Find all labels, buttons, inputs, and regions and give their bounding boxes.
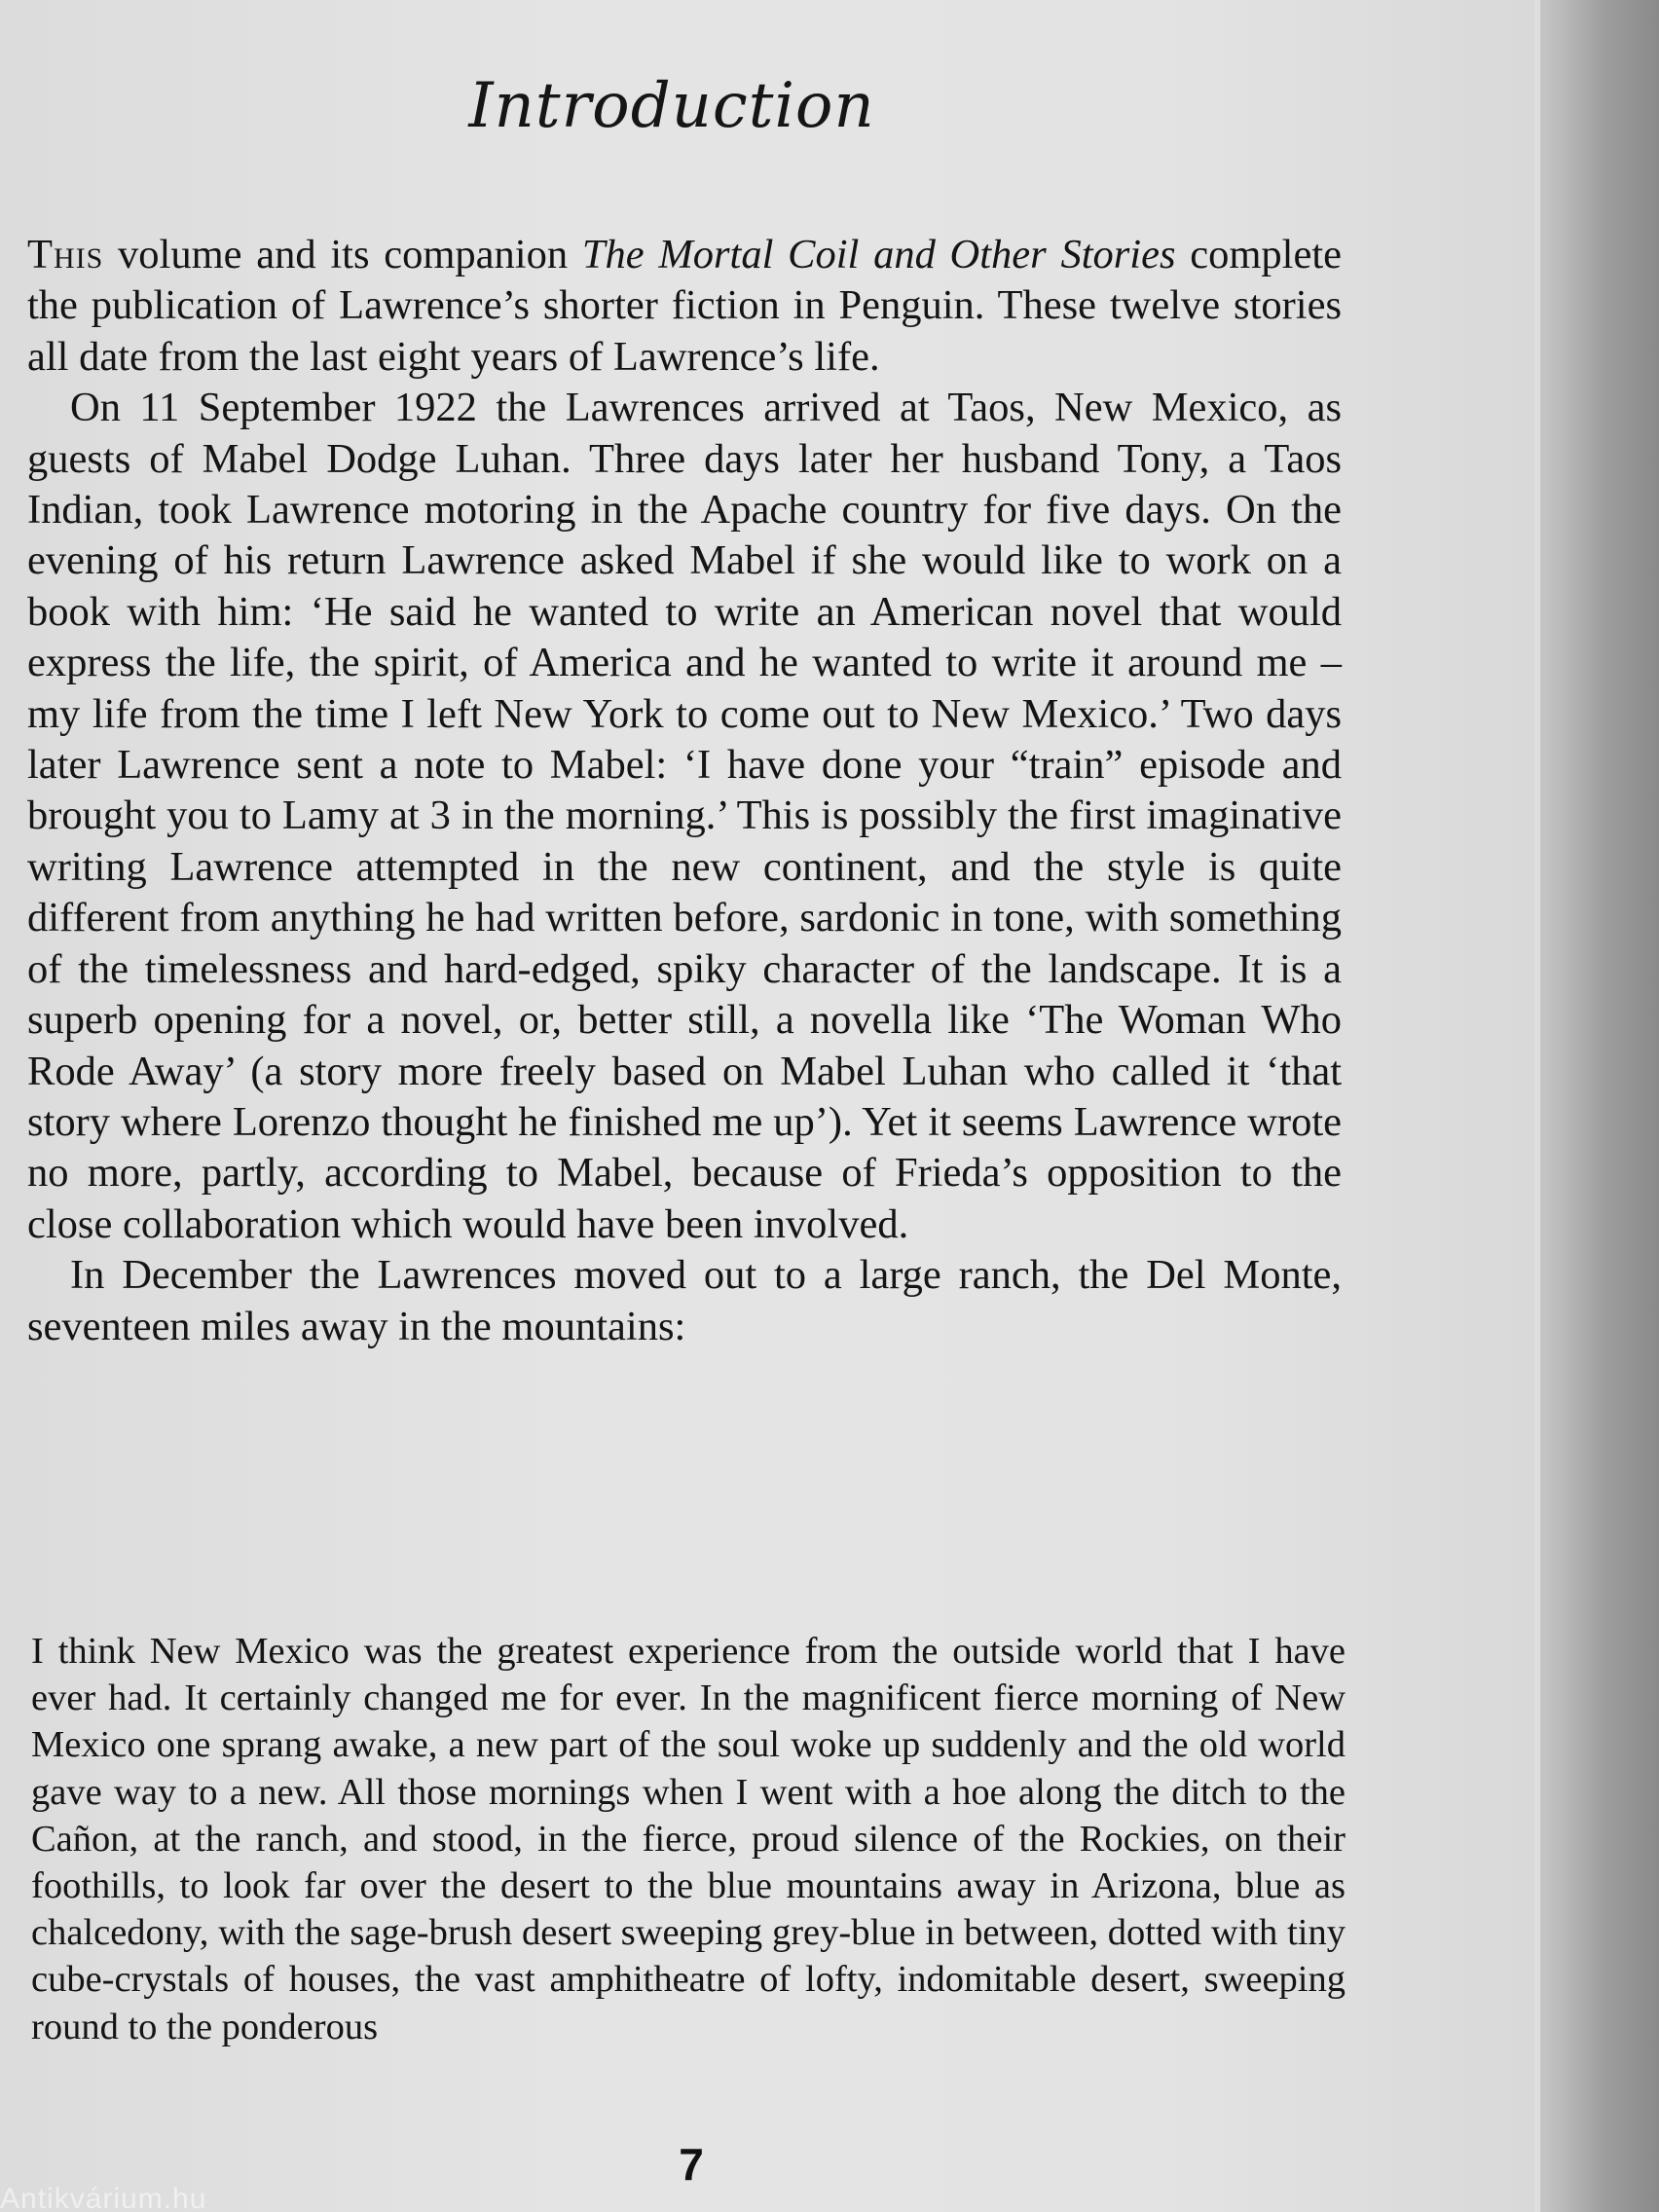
paragraph-1-text-b: complete the publication of Lawrence’s shorter fiction in Penguin. These twelve stories all date from the last eight years of Lawrence’s life. bbox=[27, 232, 1343, 380]
paper-edge bbox=[1534, 0, 1540, 2212]
page-number: 7 bbox=[679, 2139, 704, 2190]
book-title-italic: The Mortal Coil and Other Stories bbox=[581, 232, 1176, 277]
chapter-title: Introduction bbox=[468, 70, 875, 142]
paragraph-1-text-a: volume and its companion bbox=[103, 232, 582, 277]
block-quote bbox=[31, 1628, 1346, 2050]
opening-smallcaps: This bbox=[27, 232, 104, 277]
body-text bbox=[27, 230, 1342, 1352]
paragraph-3: In December the Lawrences moved out to a large ranch, the Del Monte, seventeen miles away in the mountains: bbox=[27, 1252, 1342, 1349]
paragraph-2: On 11 September 1922 the Lawrences arrived at Taos, New Mexico, as guests of Mabel Dodge Luhan. Three days later her husband Tony, a Taos Indian, took Lawrence motoring in the Apache country for five days. On the evening of his return Lawrence asked Mabel if she would like to work on a book with him: ‘He said he wanted to write an American novel that would express the life, the spirit, of America and he wanted to write it around me – my life from the time I left New York to come out to New Mexico.’ Two days later Lawrence sent a note to Mabel: ‘I have done your “train” episode and brought you to Lamy at 3 in the morning.’ This is possibly the first imaginative writing Lawrence attempted in the new continent, and the style is quite different from anything he had written before, sardonic in tone, with something of the timelessness and hard-edged, spiky character of the landscape. It is a superb opening for a novel, or, better still, a novella like ‘The Woman Who Rode Away’ (a story more freely based on Mabel Luhan who called it ‘that story where Lorenzo thought he finished me up’). Yet it seems Lawrence wrote no more, partly, according to Mabel, because of Frieda’s opposition to the close collaboration which would have been involved. bbox=[27, 385, 1342, 1247]
page-gutter-shadow bbox=[1534, 0, 1659, 2212]
block-quote-text: I think New Mexico was the greatest experience from the outside world that I have ever had. It certainly changed me for ever. In the magnificent fierce morning of New Mexico one sprang awake, a new part of the soul woke up suddenly and the old world gave way to a new. All those mornings when I went with a hoe along the ditch to the Cañon, at the ranch, and stood, in the fierce, proud silence of the Rockies, on their foothills, to look far over the desert to the blue mountains away in Arizona, blue as chalcedony, with the sage-brush desert sweeping grey-blue in between, dotted with tiny cube-crystals of houses, the vast amphitheatre of lofty, indomitable desert, sweeping round to the ponderous bbox=[31, 1631, 1346, 2047]
paragraph-1 bbox=[27, 230, 1342, 383]
watermark-text: Antikvárium.hu bbox=[0, 2183, 207, 2212]
